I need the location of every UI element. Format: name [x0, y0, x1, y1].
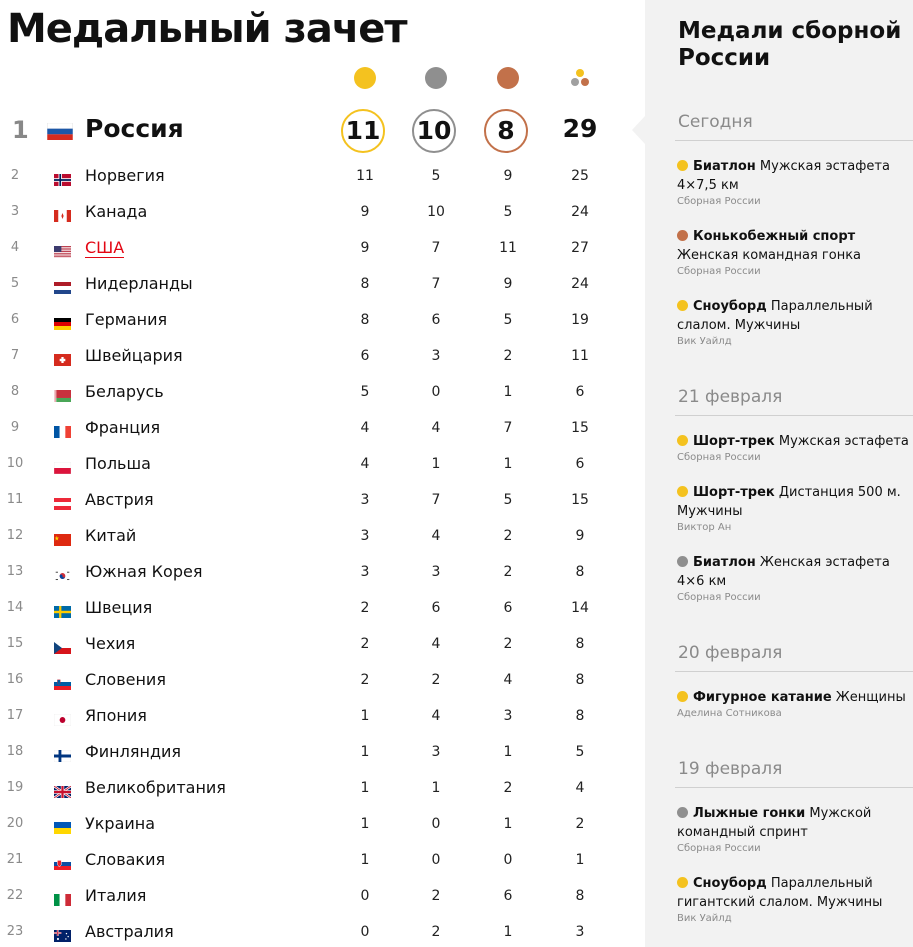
sport-name: Конькобежный спорт [693, 229, 856, 244]
athlete-name: Сборная России [677, 452, 761, 463]
bronze-count: 1 [503, 744, 513, 760]
day-label: 20 февраля [678, 643, 783, 663]
rank: 9 [10, 420, 20, 435]
country-name[interactable]: Россия [85, 114, 184, 143]
silver-count: 4 [431, 636, 441, 652]
gold-count: 2 [360, 600, 370, 616]
rank: 4 [10, 240, 20, 255]
bronze-count: 5 [503, 312, 513, 328]
total-count: 11 [571, 348, 589, 364]
event-name: Мужской командный спринт [677, 806, 872, 840]
bronze-count: 2 [503, 636, 513, 652]
flag-no-icon [54, 171, 71, 183]
silver-count: 3 [431, 744, 441, 760]
page-title: Медальный зачет [7, 6, 407, 52]
gold-medal-icon [677, 486, 688, 497]
divider [675, 140, 913, 141]
athlete-name: Вик Уайлд [677, 913, 732, 924]
table-row[interactable] [0, 158, 645, 194]
country-name[interactable]: Япония [85, 706, 147, 725]
flag-at-icon [54, 495, 71, 507]
divider [675, 671, 913, 672]
table-row[interactable] [0, 194, 645, 230]
total-count: 6 [575, 456, 585, 472]
flag-sk-icon [54, 855, 71, 867]
bronze-count: 1 [503, 384, 513, 400]
gold-count: 0 [360, 888, 370, 904]
silver-medal-icon [677, 807, 688, 818]
event-name: Женская командная гонка [677, 248, 862, 263]
event-name: Мужская эстафета [778, 434, 909, 449]
country-name[interactable]: Нидерланды [85, 274, 193, 293]
silver-count: 1 [431, 780, 441, 796]
rank: 23 [6, 924, 24, 939]
gold-count: 1 [360, 852, 370, 868]
country-name[interactable]: Швейцария [85, 346, 183, 365]
gold-count: 6 [360, 348, 370, 364]
table-row-leader[interactable] [0, 108, 645, 154]
table-row[interactable] [0, 302, 645, 338]
total-count: 27 [571, 240, 589, 256]
gold-count: 11 [341, 109, 385, 153]
silver-count: 2 [431, 672, 441, 688]
medal-event[interactable] [677, 483, 913, 535]
country-name[interactable]: Словакия [85, 850, 166, 869]
flag-si-icon [54, 675, 71, 687]
gold-count: 8 [360, 312, 370, 328]
table-row[interactable] [0, 338, 645, 374]
gold-count: 4 [360, 456, 370, 472]
gold-count: 3 [360, 528, 370, 544]
country-name[interactable]: Италия [85, 886, 147, 905]
total-count: 3 [575, 924, 585, 940]
country-name[interactable]: Южная Корея [85, 562, 203, 581]
country-name[interactable]: Австралия [85, 922, 174, 941]
gold-count: 9 [360, 204, 370, 220]
table-row[interactable] [0, 806, 645, 842]
silver-count: 3 [431, 348, 441, 364]
gold-count: 1 [360, 780, 370, 796]
bronze-count: 11 [499, 240, 517, 256]
gold-count: 4 [360, 420, 370, 436]
silver-count: 0 [431, 816, 441, 832]
country-name[interactable]: Австрия [85, 490, 154, 509]
silver-count: 4 [431, 528, 441, 544]
silver-count: 5 [431, 168, 441, 184]
country-name[interactable]: Беларусь [85, 382, 164, 401]
table-row[interactable] [0, 734, 645, 770]
gold-medal-icon [677, 300, 688, 311]
table-row[interactable] [0, 626, 645, 662]
bronze-medal-icon [497, 67, 519, 89]
bronze-count: 1 [503, 456, 513, 472]
total-medals-icon [568, 67, 592, 91]
medal-table-rows [0, 158, 645, 947]
silver-count: 1 [431, 456, 441, 472]
flag-kr-icon [54, 567, 71, 579]
gold-medal-icon [677, 160, 688, 171]
total-count: 15 [571, 420, 589, 436]
event-name: Параллельный слалом. Мужчины [677, 299, 873, 333]
silver-count: 6 [431, 600, 441, 616]
flag-pl-icon [54, 459, 71, 471]
total-count: 19 [571, 312, 589, 328]
gold-medal-icon [677, 691, 688, 702]
athlete-name: Сборная России [677, 266, 761, 277]
flag-se-icon [54, 603, 71, 615]
rank: 12 [6, 528, 24, 543]
flag-ch-icon [54, 351, 71, 363]
athlete-name: Сборная России [677, 843, 761, 854]
total-count: 1 [575, 852, 585, 868]
flag-us-icon [54, 243, 71, 255]
total-count: 14 [571, 600, 589, 616]
silver-count: 10 [427, 204, 445, 220]
event-name: Мужская эстафета 4×7,5 км [677, 159, 890, 193]
silver-count: 6 [431, 312, 441, 328]
bronze-count: 2 [503, 780, 513, 796]
table-row[interactable] [0, 518, 645, 554]
total-count: 25 [571, 168, 589, 184]
medal-event[interactable] [677, 804, 913, 856]
total-count: 24 [571, 276, 589, 292]
flag-nl-icon [54, 279, 71, 291]
rank: 21 [6, 852, 24, 867]
gold-count: 11 [356, 168, 374, 184]
rank: 10 [6, 456, 24, 471]
medal-event[interactable] [677, 553, 913, 605]
country-name[interactable]: Финляндия [85, 742, 182, 761]
total-count: 9 [575, 528, 585, 544]
silver-count: 10 [412, 109, 456, 153]
rank: 19 [6, 780, 24, 795]
russia-medals-sidebar [645, 0, 913, 947]
table-row[interactable] [0, 878, 645, 914]
table-row[interactable] [0, 590, 645, 626]
total-count: 8 [575, 672, 585, 688]
bronze-medal-icon [677, 230, 688, 241]
flag-ua-icon [54, 819, 71, 831]
sport-name: Лыжные гонки [693, 806, 806, 821]
flag-by-icon [54, 387, 71, 399]
sport-name: Шорт-трек [693, 434, 775, 449]
sport-name: Сноуборд [693, 876, 767, 891]
silver-medal-icon [677, 556, 688, 567]
rank: 15 [6, 636, 24, 651]
table-row[interactable] [0, 374, 645, 410]
country-name[interactable]: Швеция [85, 598, 153, 617]
bronze-count: 9 [503, 276, 513, 292]
event-name: Женщины [835, 690, 906, 705]
rank: 8 [10, 384, 20, 399]
bronze-count: 3 [503, 708, 513, 724]
silver-count: 7 [431, 276, 441, 292]
gold-medal-icon [677, 435, 688, 446]
sidebar-pointer [632, 116, 645, 144]
silver-count: 2 [431, 888, 441, 904]
bronze-count: 2 [503, 528, 513, 544]
flag-fi-icon [54, 747, 71, 759]
table-row[interactable] [0, 410, 645, 446]
event-name: Дистанция 500 м. Мужчины [677, 485, 901, 519]
flag-au-icon [54, 927, 71, 939]
rank: 7 [10, 348, 20, 363]
gold-count: 1 [360, 708, 370, 724]
silver-count: 4 [431, 708, 441, 724]
athlete-name: Вик Уайлд [677, 336, 732, 347]
sport-name: Фигурное катание [693, 690, 832, 705]
total-count: 8 [575, 708, 585, 724]
flag-cn-icon [54, 531, 71, 543]
gold-count: 1 [360, 816, 370, 832]
silver-count: 3 [431, 564, 441, 580]
gold-medal-icon [677, 877, 688, 888]
flag-ru-icon [47, 123, 73, 140]
country-name[interactable]: Великобритания [85, 778, 226, 797]
bronze-count: 6 [503, 600, 513, 616]
gold-count: 2 [360, 636, 370, 652]
bronze-count: 9 [503, 168, 513, 184]
gold-count: 9 [360, 240, 370, 256]
table-row[interactable] [0, 842, 645, 878]
medal-event[interactable] [677, 297, 913, 349]
event-name: Параллельный гигантский слалом. Мужчины [677, 876, 883, 910]
country-name[interactable]: Канада [85, 202, 148, 221]
silver-count: 0 [431, 384, 441, 400]
country-name[interactable]: Германия [85, 310, 168, 329]
bronze-count: 8 [484, 109, 528, 153]
sidebar-title: Медали сборной России [678, 18, 902, 71]
rank: 6 [10, 312, 20, 327]
country-name[interactable]: Словения [85, 670, 166, 689]
gold-count: 5 [360, 384, 370, 400]
rank: 20 [6, 816, 24, 831]
country-name[interactable]: США [85, 238, 125, 257]
table-row[interactable] [0, 230, 645, 266]
total-count: 5 [575, 744, 585, 760]
athlete-name: Виктор Ан [677, 522, 732, 533]
total-count: 8 [575, 564, 585, 580]
rank: 2 [10, 168, 20, 183]
gold-count: 1 [360, 744, 370, 760]
silver-count: 4 [431, 420, 441, 436]
divider [675, 415, 913, 416]
rank: 17 [6, 708, 24, 723]
flag-it-icon [54, 891, 71, 903]
country-name[interactable]: Украина [85, 814, 156, 833]
divider [675, 787, 913, 788]
country-name[interactable]: Чехия [85, 634, 136, 653]
medal-event[interactable] [677, 874, 913, 926]
table-row[interactable] [0, 662, 645, 698]
bronze-count: 1 [503, 924, 513, 940]
medal-event[interactable] [677, 157, 913, 209]
silver-count: 7 [431, 492, 441, 508]
table-row[interactable] [0, 770, 645, 806]
total-count: 8 [575, 888, 585, 904]
flag-gb-icon [54, 783, 71, 795]
rank: 3 [10, 204, 20, 219]
bronze-count: 2 [503, 564, 513, 580]
flag-fr-icon [54, 423, 71, 435]
country-name[interactable]: Норвегия [85, 166, 165, 185]
gold-medal-icon [354, 67, 376, 89]
rank: 13 [6, 564, 24, 579]
event-name: Женская эстафета 4×6 км [677, 555, 890, 589]
flag-jp-icon [54, 711, 71, 723]
total-count: 6 [575, 384, 585, 400]
gold-count: 3 [360, 564, 370, 580]
total-count: 29 [562, 114, 598, 143]
table-row[interactable] [0, 446, 645, 482]
table-row[interactable] [0, 698, 645, 734]
silver-medal-icon [425, 67, 447, 89]
table-row[interactable] [0, 554, 645, 590]
day-label: Сегодня [678, 112, 753, 132]
flag-de-icon [54, 315, 71, 327]
silver-count: 7 [431, 240, 441, 256]
total-count: 15 [571, 492, 589, 508]
rank: 11 [6, 492, 24, 507]
bronze-count: 1 [503, 816, 513, 832]
silver-count: 0 [431, 852, 441, 868]
total-count: 24 [571, 204, 589, 220]
table-row[interactable] [0, 266, 645, 302]
rank: 5 [10, 276, 20, 291]
rank: 1 [12, 116, 29, 144]
gold-count: 2 [360, 672, 370, 688]
medal-event[interactable] [677, 688, 913, 721]
day-label: 21 февраля [678, 387, 783, 407]
rank: 16 [6, 672, 24, 687]
total-count: 2 [575, 816, 585, 832]
medal-event[interactable] [677, 432, 913, 465]
sport-name: Биатлон [693, 555, 756, 570]
gold-count: 8 [360, 276, 370, 292]
gold-count: 0 [360, 924, 370, 940]
gold-count: 3 [360, 492, 370, 508]
bronze-count: 7 [503, 420, 513, 436]
rank: 22 [6, 888, 24, 903]
silver-count: 2 [431, 924, 441, 940]
bronze-count: 2 [503, 348, 513, 364]
athlete-name: Сборная России [677, 592, 761, 603]
total-count: 8 [575, 636, 585, 652]
medal-event[interactable] [677, 227, 913, 279]
athlete-name: Сборная России [677, 196, 761, 207]
rank: 18 [6, 744, 24, 759]
country-name[interactable]: Китай [85, 526, 137, 545]
flag-ca-icon [54, 207, 71, 219]
total-count: 4 [575, 780, 585, 796]
athlete-name: Аделина Сотникова [677, 708, 782, 719]
table-row[interactable] [0, 914, 645, 947]
table-row[interactable] [0, 482, 645, 518]
rank: 14 [6, 600, 24, 615]
sport-name: Сноуборд [693, 299, 767, 314]
bronze-count: 0 [503, 852, 513, 868]
bronze-count: 6 [503, 888, 513, 904]
sport-name: Биатлон [693, 159, 756, 174]
country-name[interactable]: Франция [85, 418, 161, 437]
bronze-count: 5 [503, 204, 513, 220]
country-name[interactable]: Польша [85, 454, 151, 473]
bronze-count: 4 [503, 672, 513, 688]
bronze-count: 5 [503, 492, 513, 508]
flag-cz-icon [54, 639, 71, 651]
day-label: 19 февраля [678, 759, 783, 779]
sport-name: Шорт-трек [693, 485, 775, 500]
